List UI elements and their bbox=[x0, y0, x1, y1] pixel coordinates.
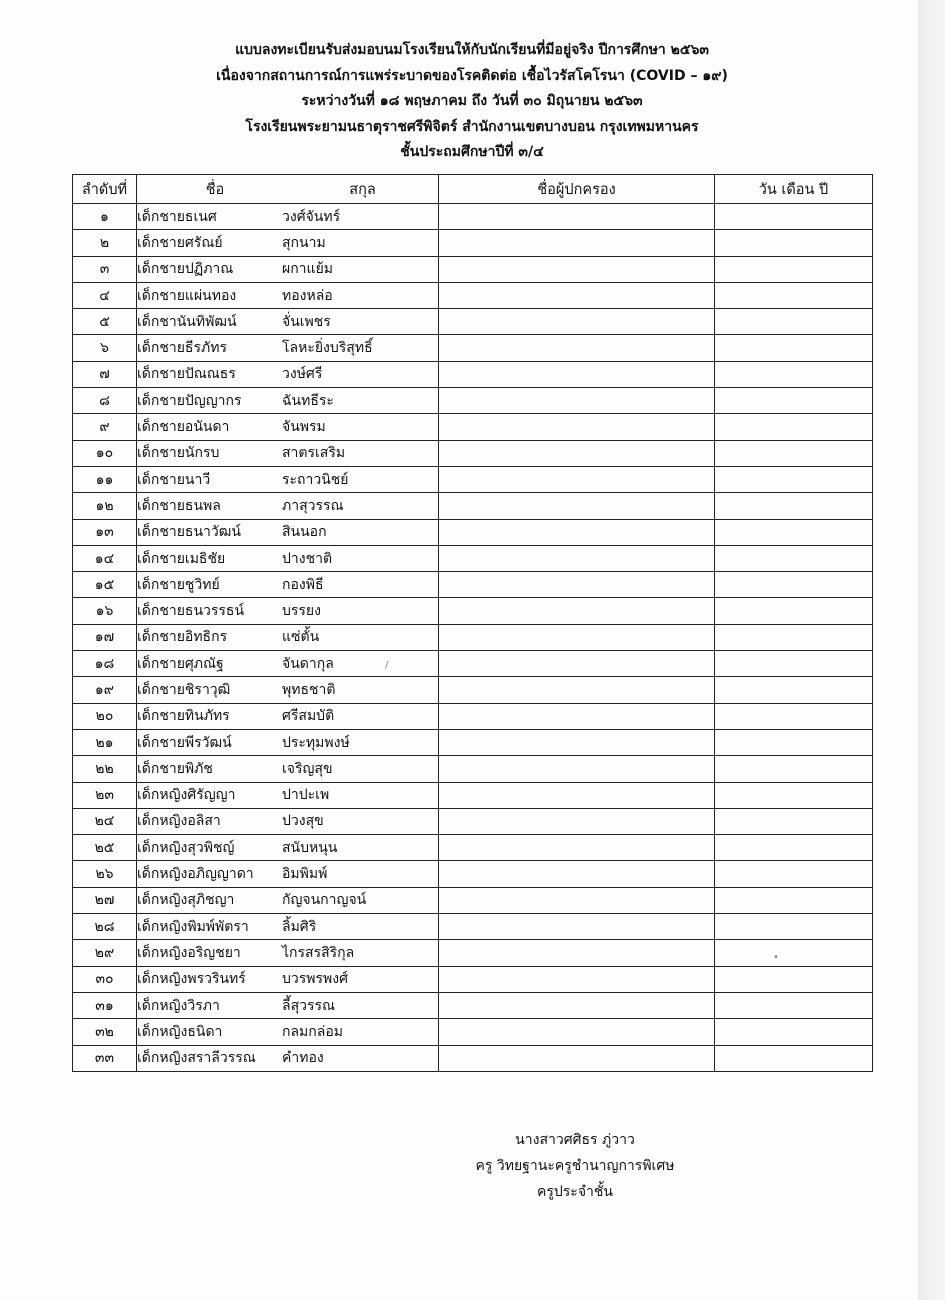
date-cell bbox=[715, 204, 873, 230]
student-last-name: สนับหนุน bbox=[282, 839, 338, 856]
student-first-name: เด็กหญิงศิรัญญา bbox=[137, 787, 236, 804]
student-last-name: สาตรเสริม bbox=[282, 445, 346, 462]
date-cell bbox=[715, 230, 873, 256]
student-last-name: โลหะยิ่งบริสุทธิ์ bbox=[282, 340, 373, 357]
student-last-name: เจริญสุข bbox=[282, 760, 333, 777]
header-title: แบบลงทะเบียนรับส่งมอบนมโรงเรียนให้กับนักเรียนที่มีอยู่จริง ปีการศึกษา ๒๕๖๓ bbox=[235, 42, 709, 58]
student-last-name: บรรยง bbox=[282, 603, 321, 620]
student-first-name: เด็กชายนาวี bbox=[137, 471, 211, 488]
parent-name-cell bbox=[439, 861, 715, 887]
student-name-cell bbox=[137, 782, 439, 808]
student-first-name: เด็กชายปฏิภาณ bbox=[137, 261, 234, 278]
student-name-cell bbox=[137, 808, 439, 834]
date-cell bbox=[715, 1045, 873, 1071]
table-row bbox=[73, 493, 873, 519]
row-number: ๔ bbox=[73, 282, 137, 308]
date-cell bbox=[715, 256, 873, 282]
row-number: ๓๐ bbox=[73, 966, 137, 992]
date-cell bbox=[715, 808, 873, 834]
parent-name-cell bbox=[439, 309, 715, 335]
student-name-cell bbox=[137, 230, 439, 256]
parent-name-cell bbox=[439, 335, 715, 361]
row-number: ๓๓ bbox=[73, 1045, 137, 1071]
student-first-name: เด็กหญิงพิมพ์พัตรา bbox=[137, 918, 249, 935]
table-row bbox=[73, 309, 873, 335]
table-row bbox=[73, 1045, 873, 1071]
table-row bbox=[73, 414, 873, 440]
student-name-cell bbox=[137, 861, 439, 887]
table-row bbox=[73, 782, 873, 808]
date-cell bbox=[715, 493, 873, 519]
column-header-name bbox=[137, 175, 439, 204]
parent-name-cell bbox=[439, 703, 715, 729]
student-first-name: เด็กหญิงอภิญญาดา bbox=[137, 866, 254, 883]
table-row bbox=[73, 887, 873, 913]
parent-name-cell bbox=[439, 545, 715, 571]
date-cell bbox=[715, 914, 873, 940]
date-cell bbox=[715, 835, 873, 861]
student-first-name: เด็กหญิงสุวพิชญ์ bbox=[137, 839, 235, 856]
table-row bbox=[73, 256, 873, 282]
parent-name-cell bbox=[439, 282, 715, 308]
student-last-name: ประทุมพงษ์ bbox=[282, 734, 350, 751]
teacher-name: นางสาวศศิธร ภู่วาว bbox=[515, 1132, 635, 1148]
student-name-cell bbox=[137, 940, 439, 966]
row-number: ๒๓ bbox=[73, 782, 137, 808]
parent-name-cell bbox=[439, 230, 715, 256]
parent-name-cell bbox=[439, 1019, 715, 1045]
student-last-name: ภาสุวรรณ bbox=[282, 497, 344, 514]
student-name-cell bbox=[137, 335, 439, 361]
table-row bbox=[73, 677, 873, 703]
parent-name-cell bbox=[439, 466, 715, 492]
row-number: ๙ bbox=[73, 414, 137, 440]
parent-name-cell bbox=[439, 835, 715, 861]
student-name-cell bbox=[137, 729, 439, 755]
row-number: ๑๗ bbox=[73, 624, 137, 650]
student-last-name: ศรีสมบัติ bbox=[282, 708, 335, 725]
table-body bbox=[73, 204, 873, 1072]
row-number: ๒๗ bbox=[73, 887, 137, 913]
student-last-name: กัญจนกาญจน์ bbox=[282, 892, 367, 909]
row-number: ๑๙ bbox=[73, 677, 137, 703]
student-last-name: ปวงสุข bbox=[282, 813, 324, 830]
student-last-name: กลมกล่อม bbox=[282, 1023, 343, 1040]
row-number: ๗ bbox=[73, 361, 137, 387]
table-row bbox=[73, 282, 873, 308]
student-name-cell bbox=[137, 914, 439, 940]
student-first-name: เด็กหญิงสุภิชญา bbox=[137, 892, 235, 909]
student-first-name: เด็กหญิงพรวรินทร์ bbox=[137, 971, 246, 988]
table-header-row bbox=[73, 175, 873, 204]
student-last-name: บวรพรพงศ์ bbox=[282, 971, 348, 988]
date-cell bbox=[715, 282, 873, 308]
student-first-name: เด็กหญิงธนิดา bbox=[137, 1023, 223, 1040]
table-row bbox=[73, 940, 873, 966]
parent-name-cell bbox=[439, 940, 715, 966]
row-number: ๒๘ bbox=[73, 914, 137, 940]
student-last-name: อิมพิมพ์ bbox=[282, 866, 328, 883]
parent-name-cell bbox=[439, 493, 715, 519]
student-name-cell bbox=[137, 466, 439, 492]
student-last-name: กองพิธี bbox=[282, 576, 324, 593]
row-number: ๑๕ bbox=[73, 572, 137, 598]
student-last-name: ลิ้มศิริ bbox=[282, 918, 317, 935]
date-cell bbox=[715, 756, 873, 782]
row-number: ๑๒ bbox=[73, 493, 137, 519]
student-last-name: สุกนาม bbox=[282, 234, 326, 251]
student-last-name: ลี้สุวรรณ bbox=[282, 997, 336, 1014]
table-row bbox=[73, 624, 873, 650]
parent-name-cell bbox=[439, 782, 715, 808]
table-row bbox=[73, 729, 873, 755]
student-last-name: คำทอง bbox=[282, 1050, 324, 1067]
date-cell bbox=[715, 388, 873, 414]
student-first-name: เด็กชายแผ่นทอง bbox=[137, 287, 237, 304]
student-first-name: เด็กชายอิทธิกร bbox=[137, 629, 228, 646]
date-cell bbox=[715, 545, 873, 571]
student-name-cell bbox=[137, 572, 439, 598]
student-name-cell bbox=[137, 1019, 439, 1045]
student-first-name: เด็กชายธนวรรธน์ bbox=[137, 603, 245, 620]
row-number: ๑๖ bbox=[73, 598, 137, 624]
parent-name-cell bbox=[439, 966, 715, 992]
student-name-cell bbox=[137, 887, 439, 913]
student-name-cell bbox=[137, 388, 439, 414]
header-reason: เนื่องจากสถานการณ์การแพร่ระบาดของโรคติดต่อ เชื้อไวรัสโคโรนา (COVID – ๑๙) bbox=[216, 67, 728, 84]
date-cell bbox=[715, 966, 873, 992]
student-last-name: ผกาแย้ม bbox=[282, 261, 333, 278]
row-number: ๑๑ bbox=[73, 466, 137, 492]
date-cell bbox=[715, 519, 873, 545]
header-class: ชั้นประถมศึกษาปีที่ ๓/๔ bbox=[400, 144, 544, 160]
date-cell bbox=[715, 651, 873, 677]
row-number: ๒๙ bbox=[73, 940, 137, 966]
scan-speck: • bbox=[773, 952, 779, 963]
parent-name-cell bbox=[439, 887, 715, 913]
table-row bbox=[73, 466, 873, 492]
student-last-name: ปางชาติ bbox=[282, 550, 333, 567]
parent-name-cell bbox=[439, 677, 715, 703]
row-number: ๑๓ bbox=[73, 519, 137, 545]
row-number: ๒๐ bbox=[73, 703, 137, 729]
scan-edge bbox=[918, 0, 945, 1300]
table-row bbox=[73, 230, 873, 256]
date-cell bbox=[715, 940, 873, 966]
date-cell bbox=[715, 598, 873, 624]
student-first-name: เด็กชานันทิพัฒน์ bbox=[137, 313, 237, 330]
student-last-name: ฉันทธีระ bbox=[282, 392, 334, 409]
student-first-name: เด็กหญิงสราลีวรรณ bbox=[137, 1050, 256, 1067]
parent-name-cell bbox=[439, 361, 715, 387]
date-cell bbox=[715, 572, 873, 598]
table-row bbox=[73, 388, 873, 414]
table-row bbox=[73, 519, 873, 545]
student-last-name: ไกรสรสิริกุล bbox=[282, 944, 355, 961]
date-cell bbox=[715, 624, 873, 650]
student-name-cell bbox=[137, 493, 439, 519]
date-cell bbox=[715, 414, 873, 440]
table-row bbox=[73, 703, 873, 729]
date-cell bbox=[715, 703, 873, 729]
parent-name-cell bbox=[439, 651, 715, 677]
row-number: ๑๐ bbox=[73, 440, 137, 466]
student-last-name: วงศ์จันทร์ bbox=[282, 208, 341, 225]
row-number: ๑ bbox=[73, 204, 137, 230]
row-number: ๓๒ bbox=[73, 1019, 137, 1045]
student-last-name: สินนอก bbox=[282, 524, 327, 541]
student-first-name: เด็กชายธีรภัทร bbox=[137, 340, 227, 357]
parent-name-cell bbox=[439, 756, 715, 782]
header-period: ระหว่างวันที่ ๑๘ พฤษภาคม ถึง วันที่ ๓๐ มิถุนายน ๒๕๖๓ bbox=[301, 93, 643, 109]
student-first-name: เด็กชายพีรวัฒน์ bbox=[137, 734, 232, 751]
student-last-name: ระถาวนิชย์ bbox=[282, 471, 349, 488]
student-name-cell bbox=[137, 677, 439, 703]
row-number: ๘ bbox=[73, 388, 137, 414]
student-first-name: เด็กชายธนาวัฒน์ bbox=[137, 524, 241, 541]
teacher-role: ครูประจำชั้น bbox=[537, 1184, 613, 1200]
student-first-name: เด็กชายธนพล bbox=[137, 497, 221, 514]
table-row bbox=[73, 335, 873, 361]
table-row bbox=[73, 808, 873, 834]
parent-name-cell bbox=[439, 729, 715, 755]
table-row bbox=[73, 861, 873, 887]
student-first-name: เด็กชายชิราวุฒิ bbox=[137, 681, 231, 698]
parent-name-cell bbox=[439, 992, 715, 1018]
row-number: ๓๑ bbox=[73, 992, 137, 1018]
table-row bbox=[73, 992, 873, 1018]
table-row bbox=[73, 1019, 873, 1045]
student-name-cell bbox=[137, 440, 439, 466]
student-name-cell bbox=[137, 835, 439, 861]
column-header-no: ลำดับที่ bbox=[73, 175, 137, 204]
student-first-name: เด็กชายชูวิทย์ bbox=[137, 576, 220, 593]
parent-name-cell bbox=[439, 440, 715, 466]
student-first-name: เด็กชายปัณณธร bbox=[137, 366, 236, 383]
student-last-name: จั่นเพชร bbox=[282, 313, 331, 330]
student-name-cell bbox=[137, 992, 439, 1018]
student-name-cell bbox=[137, 282, 439, 308]
student-name-cell bbox=[137, 1045, 439, 1071]
student-first-name: เด็กชายพิภัช bbox=[137, 760, 213, 777]
date-cell bbox=[715, 361, 873, 387]
student-last-name: ทองหล่อ bbox=[282, 287, 333, 304]
table-row bbox=[73, 440, 873, 466]
header-school: โรงเรียนพระยามนธาตุราชศรีพิจิตร์ สำนักงานเขตบางบอน กรุงเทพมหานคร bbox=[245, 118, 699, 135]
student-name-cell bbox=[137, 519, 439, 545]
scan-speck: / bbox=[385, 660, 389, 671]
student-first-name: เด็กหญิงอลิสา bbox=[137, 813, 221, 830]
student-name-cell bbox=[137, 361, 439, 387]
student-name-cell bbox=[137, 204, 439, 230]
date-cell bbox=[715, 782, 873, 808]
row-number: ๒๔ bbox=[73, 808, 137, 834]
date-cell bbox=[715, 309, 873, 335]
column-header-date: วัน เดือน ปี bbox=[715, 175, 873, 204]
student-name-cell bbox=[137, 414, 439, 440]
student-last-name: แซ่ตั้น bbox=[282, 629, 320, 646]
student-roster-table bbox=[72, 174, 873, 1072]
date-cell bbox=[715, 861, 873, 887]
table-row bbox=[73, 914, 873, 940]
row-number: ๒ bbox=[73, 230, 137, 256]
row-number: ๒๖ bbox=[73, 861, 137, 887]
parent-name-cell bbox=[439, 256, 715, 282]
student-first-name: เด็กชายปัญญากร bbox=[137, 392, 242, 409]
student-first-name: เด็กชายศรัณย์ bbox=[137, 234, 223, 251]
row-number: ๑๘ bbox=[73, 651, 137, 677]
column-header-parent: ชื่อผู้ปกครอง bbox=[439, 175, 715, 204]
student-name-cell bbox=[137, 966, 439, 992]
parent-name-cell bbox=[439, 808, 715, 834]
student-name-cell bbox=[137, 598, 439, 624]
table-row bbox=[73, 204, 873, 230]
parent-name-cell bbox=[439, 1045, 715, 1071]
date-cell bbox=[715, 440, 873, 466]
date-cell bbox=[715, 887, 873, 913]
student-name-cell bbox=[137, 703, 439, 729]
student-first-name: เด็กชายธเนศ bbox=[137, 208, 217, 225]
table-row bbox=[73, 966, 873, 992]
row-number: ๑๔ bbox=[73, 545, 137, 571]
date-cell bbox=[715, 729, 873, 755]
student-first-name: เด็กชายเมธิชัย bbox=[137, 550, 226, 567]
student-first-name: เด็กหญิงอริญชยา bbox=[137, 944, 241, 961]
parent-name-cell bbox=[439, 388, 715, 414]
student-last-name: จันพรม bbox=[282, 419, 326, 436]
row-number: ๓ bbox=[73, 256, 137, 282]
parent-name-cell bbox=[439, 519, 715, 545]
row-number: ๕ bbox=[73, 309, 137, 335]
row-number: ๖ bbox=[73, 335, 137, 361]
parent-name-cell bbox=[439, 598, 715, 624]
student-name-cell bbox=[137, 756, 439, 782]
row-number: ๒๑ bbox=[73, 729, 137, 755]
student-name-cell bbox=[137, 309, 439, 335]
table-row bbox=[73, 651, 873, 677]
date-cell bbox=[715, 992, 873, 1018]
student-first-name: เด็กชายทินภัทร bbox=[137, 708, 230, 725]
date-cell bbox=[715, 677, 873, 703]
student-first-name: เด็กชายอนันดา bbox=[137, 419, 230, 436]
teacher-position: ครู วิทยฐานะครูชำนาญการพิเศษ bbox=[475, 1158, 675, 1174]
student-last-name: ปาปะเพ bbox=[282, 787, 330, 804]
parent-name-cell bbox=[439, 414, 715, 440]
student-name-cell bbox=[137, 545, 439, 571]
parent-name-cell bbox=[439, 624, 715, 650]
table-row bbox=[73, 361, 873, 387]
student-last-name: วงษ์ศรี bbox=[282, 366, 323, 383]
parent-name-cell bbox=[439, 914, 715, 940]
parent-name-cell bbox=[439, 572, 715, 598]
row-number: ๒๒ bbox=[73, 756, 137, 782]
student-last-name: พุทธชาติ bbox=[282, 681, 336, 698]
row-number: ๒๕ bbox=[73, 835, 137, 861]
date-cell bbox=[715, 466, 873, 492]
column-header-first-name: ชื่อ bbox=[205, 181, 225, 198]
date-cell bbox=[715, 1019, 873, 1045]
date-cell bbox=[715, 335, 873, 361]
student-first-name: เด็กหญิงวิรภา bbox=[137, 997, 220, 1014]
table-row bbox=[73, 835, 873, 861]
student-name-cell bbox=[137, 651, 439, 677]
table-row bbox=[73, 756, 873, 782]
student-first-name: เด็กชายนักรบ bbox=[137, 445, 220, 462]
table-row bbox=[73, 545, 873, 571]
table-row bbox=[73, 598, 873, 624]
table-row bbox=[73, 572, 873, 598]
student-name-cell bbox=[137, 256, 439, 282]
student-last-name: จันดากุล bbox=[282, 655, 334, 672]
student-name-cell bbox=[137, 624, 439, 650]
column-header-last-name: สกุล bbox=[349, 181, 376, 198]
signature-block bbox=[470, 1127, 680, 1205]
parent-name-cell bbox=[439, 204, 715, 230]
document-header bbox=[72, 38, 872, 166]
student-first-name: เด็กชายศุภณัฐ bbox=[137, 655, 224, 672]
